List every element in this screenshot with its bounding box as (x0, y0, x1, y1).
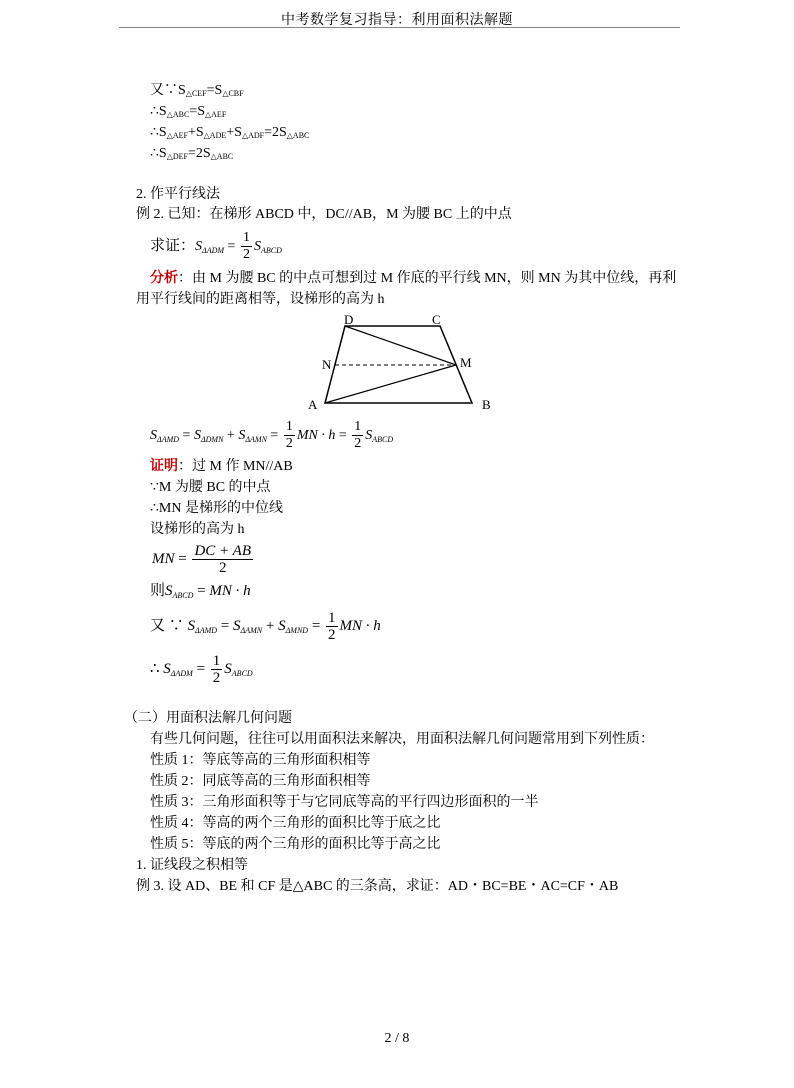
prove-statement: 求证：$S_{\Delta ADM}$ = $\frac{1}{2}$ $S_{ABCD}$ (150, 230, 282, 263)
example-3: 例 3. 设 AD、BE 和 CF 是△ABC 的三条高，求证：AD・BC=BE・AC=CF・AB (136, 879, 619, 894)
triangle-amd-equation: 又 ∵ $S_{\Delta AMD} = S_{\Delta AMN} + S_{\Delta MND}$ = $\frac{1}{2}$ MN · h (150, 610, 381, 644)
property-5: 性质 5：等底的两个三角形的面积比等于高之比 (150, 837, 441, 852)
example-2: 例 2. 已知：在梯形 ABCD 中，DC//AB，M 为腰 BC 上的中点 (136, 207, 512, 222)
proof-line-1: 证明：过 M 作 MN//AB (150, 459, 293, 474)
statement-line-4: $\therefore S_{\triangle DEF}=2S_{\triangle ABC}$ (150, 146, 234, 161)
segment-dm (345, 326, 456, 365)
conclusion-equation: ∴ $S_{\Delta ADM}$ = $\frac{1}{2}$ $S_{ABCD}$ (150, 653, 253, 687)
trapezoid-area-equation: 则$S_{ABCD}$ = MN · h (150, 583, 251, 600)
proof-line-3: ∴MN 是梯形的中位线 (150, 501, 283, 516)
label-c: C (432, 312, 441, 327)
label-a: A (308, 397, 318, 412)
proof-line-4: 设梯形的高为 h (150, 522, 245, 537)
analysis-line-2: 用平行线间的距离相等，设梯形的高为 h (136, 292, 385, 307)
property-3: 性质 3：三角形面积等于与它同底等高的平行四边形面积的一半 (150, 795, 539, 810)
label-m: M (460, 355, 472, 370)
statement-line-3: $\therefore S_{\triangle AEF}+S_{\triangle ADE}+S_{\triangle ADF}=2S_{\triangle ABC}$ (150, 125, 310, 140)
section-title-parallel: 2. 作平行线法 (136, 187, 220, 202)
property-2: 性质 2：同底等高的三角形面积相等 (150, 774, 371, 789)
statement-line-1: 又$\because S_{\triangle CEF}=S_{\triangle CBF}$ (150, 83, 244, 98)
property-1: 性质 1：等底等高的三角形面积相等 (150, 753, 371, 768)
midline-equation: MN = $\frac{DC + AB}{2}$ (152, 543, 251, 577)
subsection-title: 1. 证线段之积相等 (136, 858, 248, 873)
part2-intro: 有些几何问题，往往可以用面积法来解决，用面积法解几何问题常用到下列性质： (150, 732, 654, 747)
label-b: B (482, 397, 491, 412)
analysis-line-1: 分析：由 M 为腰 BC 的中点可想到过 M 作底的平行线 MN，则 MN 为其中位线，再利 (150, 271, 677, 286)
proof-label: 证明 (150, 459, 178, 474)
page-number: 2 / 8 (384, 1031, 410, 1046)
segment-am (325, 365, 456, 403)
label-d: D (344, 312, 354, 327)
trapezoid-figure (300, 308, 500, 418)
statement-line-2: $\therefore S_{\triangle ABC}=S_{\triangle AEF}$ (150, 104, 227, 119)
area-equation: $S_{\Delta AMD} = S_{\Delta DMN} + S_{\Delta AMN}$ = $\frac{1}{2}$ MN · h = $\frac{1}{2}$ $S_{ABCD}$ (150, 419, 394, 452)
label-n: N (322, 357, 332, 372)
part2-title: （二）用面积法解几何问题 (124, 711, 292, 726)
header-divider (119, 27, 680, 28)
analysis-label: 分析 (150, 271, 178, 286)
page-header: 中考数学复习指导：利用面积法解题 (281, 13, 513, 28)
property-4: 性质 4：等高的两个三角形的面积比等于底之比 (150, 816, 441, 831)
proof-line-2: ∵M 为腰 BC 的中点 (150, 480, 271, 495)
